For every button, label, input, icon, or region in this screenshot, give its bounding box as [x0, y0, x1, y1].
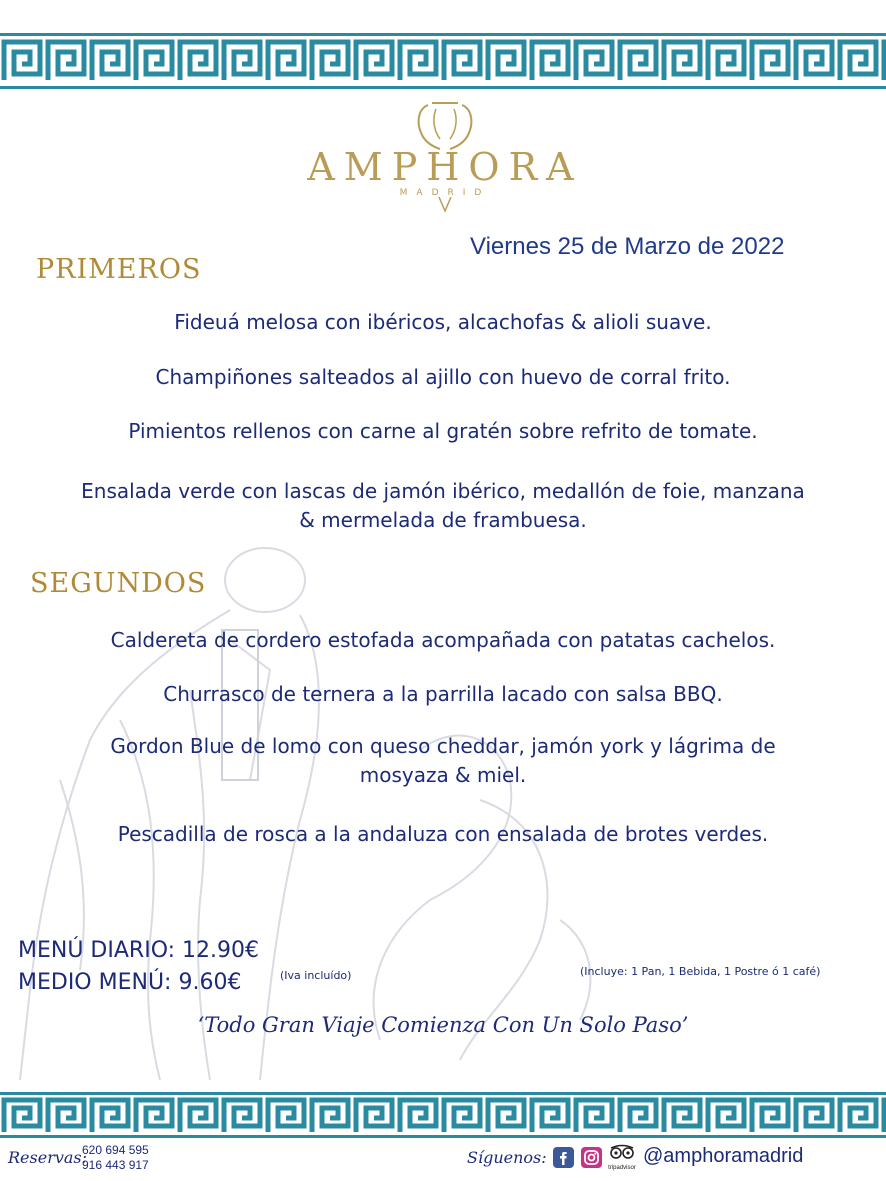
- logo-city: MADRID: [399, 188, 491, 198]
- dish-line: mosyaza & miel.: [359, 763, 527, 787]
- primeros-dish-4: [20, 477, 866, 535]
- phone-number-1[interactable]: 620 694 595: [82, 1143, 149, 1157]
- dish-line: Pescadilla de rosca a la andaluza con ensalada de brotes verdes.: [117, 822, 769, 846]
- logo-vase-base-icon: [300, 195, 590, 215]
- siguenos-label: Síguenos:: [467, 1148, 547, 1167]
- primeros-heading: PRIMEROS: [36, 254, 202, 285]
- segundos-dish-3: [20, 732, 866, 790]
- logo-wordmark: AMPHORA: [307, 145, 583, 189]
- reservas-label: Reservas:: [8, 1148, 88, 1167]
- includes-note: (Incluye: 1 Pan, 1 Bebida, 1 Postre ó 1 café): [580, 965, 821, 978]
- social-handle[interactable]: @amphoramadrid: [643, 1145, 804, 1167]
- tripadvisor-label: tripadvisor: [608, 1165, 636, 1171]
- background-figure-illustration: [0, 520, 886, 1080]
- menu-date: Viernes 25 de Marzo de 2022: [470, 233, 785, 260]
- dish-line: Champiñones salteados al ajillo con huevo de corral frito.: [155, 365, 731, 389]
- menu-quote: ‘Todo Gran Viaje Comienza Con Un Solo Paso’: [197, 1013, 689, 1037]
- medio-menu-price: MEDIO MENÚ: 9.60€: [18, 970, 242, 995]
- primeros-dish-1: [20, 308, 866, 337]
- amphora-logo: [300, 95, 590, 215]
- menu-diario-price: MENÚ DIARIO: 12.90€: [18, 938, 260, 963]
- dish-line: Gordon Blue de lomo con queso cheddar, jamón york y lágrima de: [110, 734, 776, 758]
- dish-line: Ensalada verde con lascas de jamón ibérico, medallón de foie, manzana: [81, 479, 805, 503]
- dish-line: Fideuá melosa con ibéricos, alcachofas & alioli suave.: [174, 310, 712, 334]
- tripadvisor-icon[interactable]: [606, 1143, 638, 1171]
- dish-line: & mermelada de frambuesa.: [299, 508, 587, 532]
- dish-line: Pimientos rellenos con carne al gratén sobre refrito de tomate.: [128, 419, 758, 443]
- segundos-dish-2: [20, 680, 866, 709]
- greek-key-border-top: [0, 30, 886, 92]
- primeros-dish-3: [20, 417, 866, 446]
- dish-line: Caldereta de cordero estofada acompañada con patatas cachelos.: [110, 628, 776, 652]
- segundos-heading: SEGUNDOS: [30, 568, 207, 599]
- facebook-icon[interactable]: [553, 1147, 574, 1168]
- dish-line: Churrasco de ternera a la parrilla lacado con salsa BBQ.: [163, 682, 723, 706]
- instagram-icon[interactable]: [581, 1147, 602, 1168]
- segundos-dish-1: [20, 626, 866, 655]
- primeros-dish-2: [20, 363, 866, 392]
- iva-note: (Iva incluído): [280, 969, 352, 982]
- phone-number-2[interactable]: 916 443 917: [82, 1158, 149, 1172]
- segundos-dish-4: [20, 820, 866, 849]
